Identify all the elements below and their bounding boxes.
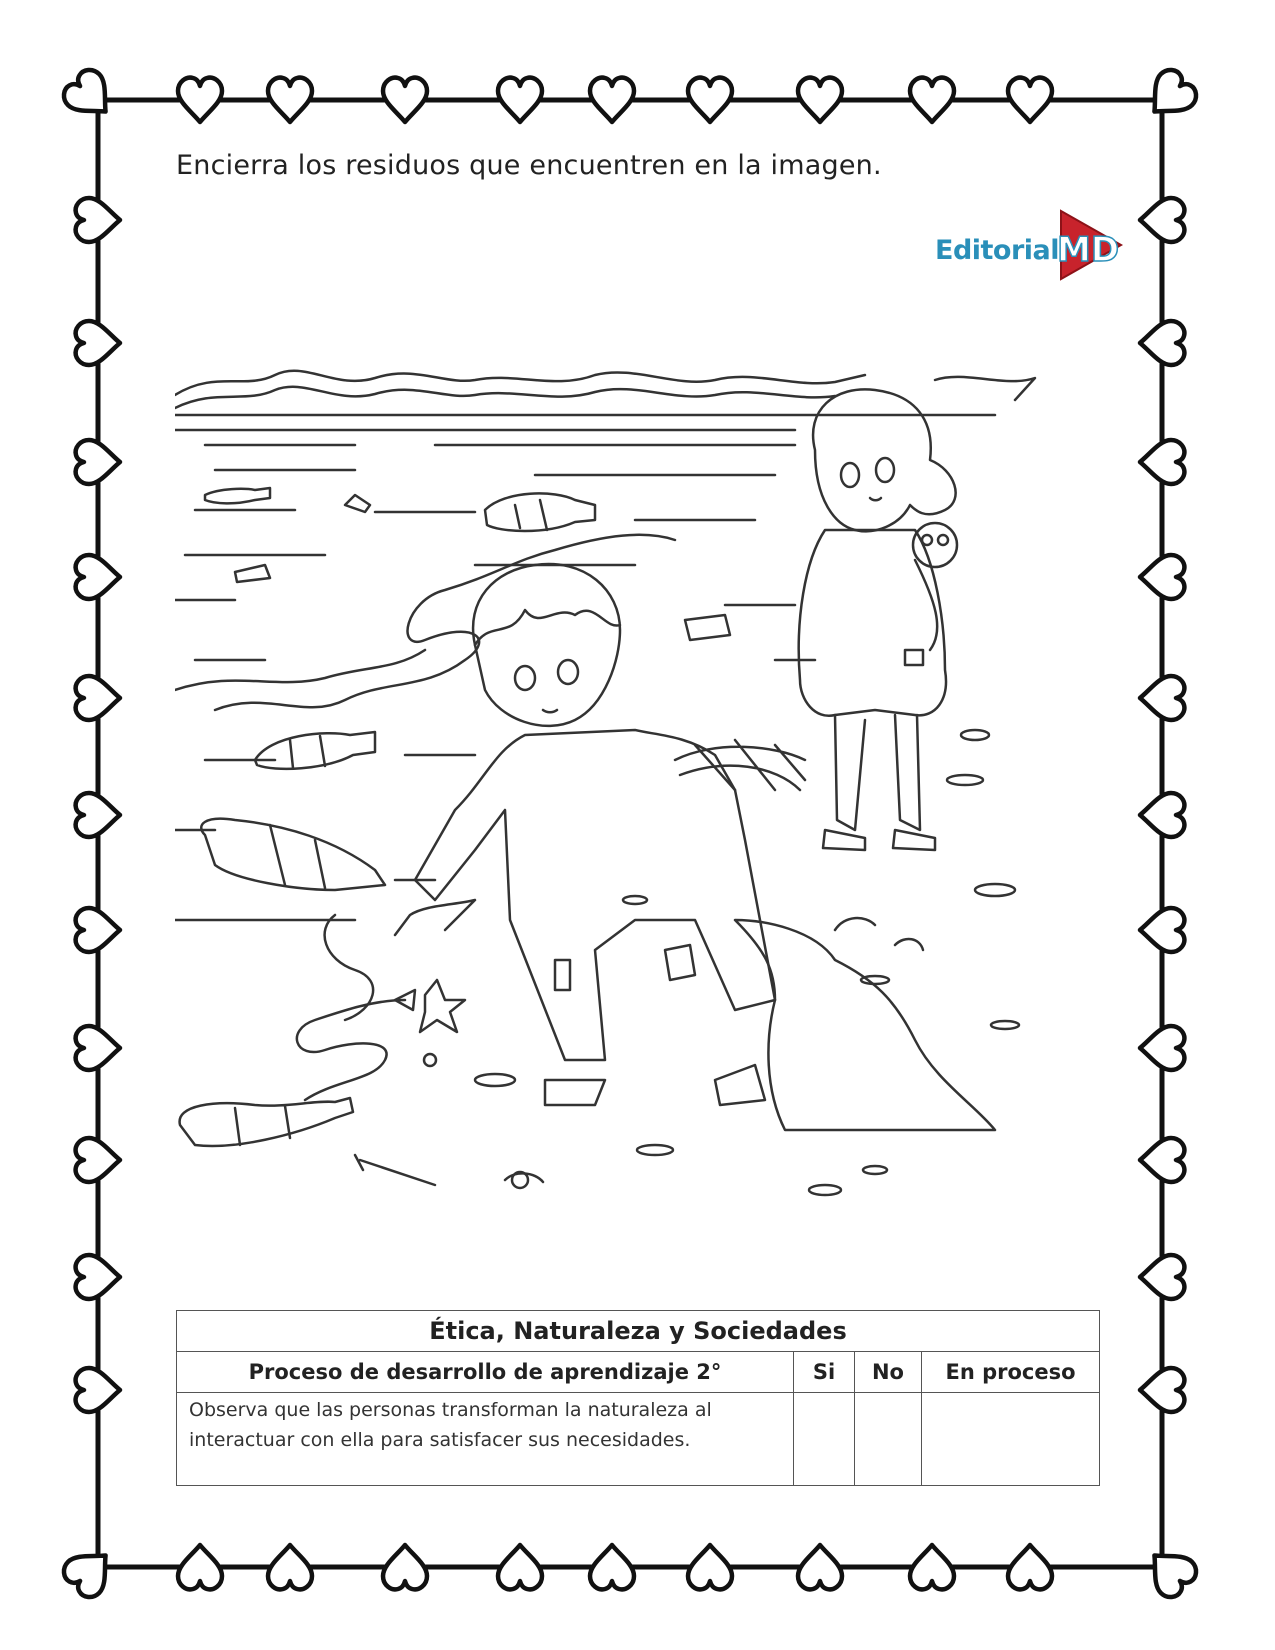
straw bbox=[355, 1155, 435, 1185]
heart-icon bbox=[76, 198, 120, 242]
heart-icon bbox=[59, 65, 121, 127]
beach-cleanup-illustration bbox=[175, 360, 1065, 1250]
heart-icon bbox=[1140, 676, 1184, 720]
floating-can bbox=[345, 495, 370, 512]
heart-icon bbox=[76, 1255, 120, 1299]
heart-icon bbox=[1140, 1026, 1184, 1070]
rubric-header-si: Si bbox=[794, 1352, 855, 1393]
heart-icon bbox=[1140, 321, 1184, 365]
heart-icon bbox=[1008, 1545, 1052, 1589]
rubric-header-process: Proceso de desarrollo de aprendizaje 2° bbox=[177, 1352, 794, 1393]
heart-icon bbox=[1140, 1255, 1184, 1299]
checkbox-no-cell[interactable] bbox=[855, 1393, 922, 1486]
checkbox-si-cell[interactable] bbox=[794, 1393, 855, 1486]
sand-bottle bbox=[180, 1098, 353, 1146]
svg-text:MD: MD bbox=[1057, 230, 1120, 270]
heart-icon bbox=[1140, 793, 1184, 837]
editorial-md-logo bbox=[935, 205, 1125, 285]
heart-icon bbox=[688, 78, 732, 122]
heart-icon bbox=[1139, 65, 1201, 127]
heart-icon bbox=[590, 78, 634, 122]
heart-icon bbox=[498, 78, 542, 122]
starfish bbox=[420, 980, 465, 1032]
floating-bottle bbox=[205, 488, 270, 503]
floating-bottle bbox=[485, 493, 595, 531]
heart-icon bbox=[76, 555, 120, 599]
heart-icon bbox=[1140, 440, 1184, 484]
heart-icon bbox=[910, 78, 954, 122]
checkbox-en-proceso-cell[interactable] bbox=[922, 1393, 1100, 1486]
heart-icon bbox=[1140, 1368, 1184, 1412]
heart-icon bbox=[798, 1545, 842, 1589]
mountain-ridge bbox=[175, 371, 1035, 400]
heart-icon bbox=[268, 78, 312, 122]
evaluation-rubric-table bbox=[176, 1310, 1100, 1486]
fishing-net bbox=[675, 740, 805, 790]
heart-icon bbox=[1008, 78, 1052, 122]
boy-figure bbox=[395, 564, 775, 1105]
heart-icon bbox=[1140, 555, 1184, 599]
trash-bag bbox=[735, 920, 995, 1130]
heart-icon bbox=[910, 1545, 954, 1589]
logo-text: Editorial bbox=[935, 235, 1060, 266]
floating-cup bbox=[235, 565, 270, 582]
heart-icon bbox=[798, 78, 842, 122]
heart-icon bbox=[76, 440, 120, 484]
heart-icon bbox=[59, 1540, 121, 1602]
heart-icon bbox=[1140, 1138, 1184, 1182]
rubric-header-no: No bbox=[855, 1352, 922, 1393]
girl-figure bbox=[799, 389, 957, 850]
heart-icon bbox=[76, 1026, 120, 1070]
heart-icon bbox=[178, 78, 222, 122]
rubric-title: Ética, Naturaleza y Sociedades bbox=[177, 1311, 1100, 1352]
logo-mark-icon bbox=[1047, 205, 1127, 285]
heart-icon bbox=[76, 321, 120, 365]
heart-icon bbox=[498, 1545, 542, 1589]
heart-icon bbox=[383, 78, 427, 122]
bottle-cap bbox=[505, 1173, 543, 1182]
floating-cup bbox=[685, 615, 730, 640]
heart-icon bbox=[1140, 908, 1184, 952]
heart-icon bbox=[76, 676, 120, 720]
rubric-header-en-proceso: En proceso bbox=[922, 1352, 1100, 1393]
heart-icon bbox=[1139, 1540, 1201, 1602]
heart-icon bbox=[590, 1545, 634, 1589]
shore-bottle bbox=[201, 819, 385, 890]
heart-icon bbox=[268, 1545, 312, 1589]
heart-icon bbox=[76, 908, 120, 952]
heart-icon bbox=[76, 793, 120, 837]
shore-bottle bbox=[255, 732, 375, 769]
heart-icon bbox=[178, 1545, 222, 1589]
heart-icon bbox=[76, 1138, 120, 1182]
heart-icon bbox=[383, 1545, 427, 1589]
heart-icon bbox=[76, 1368, 120, 1412]
heart-icon bbox=[1140, 198, 1184, 242]
instruction-text: Encierra los residuos que encuentren en la imagen. bbox=[176, 150, 882, 181]
heart-icon bbox=[688, 1545, 732, 1589]
rubric-row-description: Observa que las personas transforman la naturaleza al interactuar con ella para satisfacer sus necesidades. bbox=[177, 1393, 794, 1486]
